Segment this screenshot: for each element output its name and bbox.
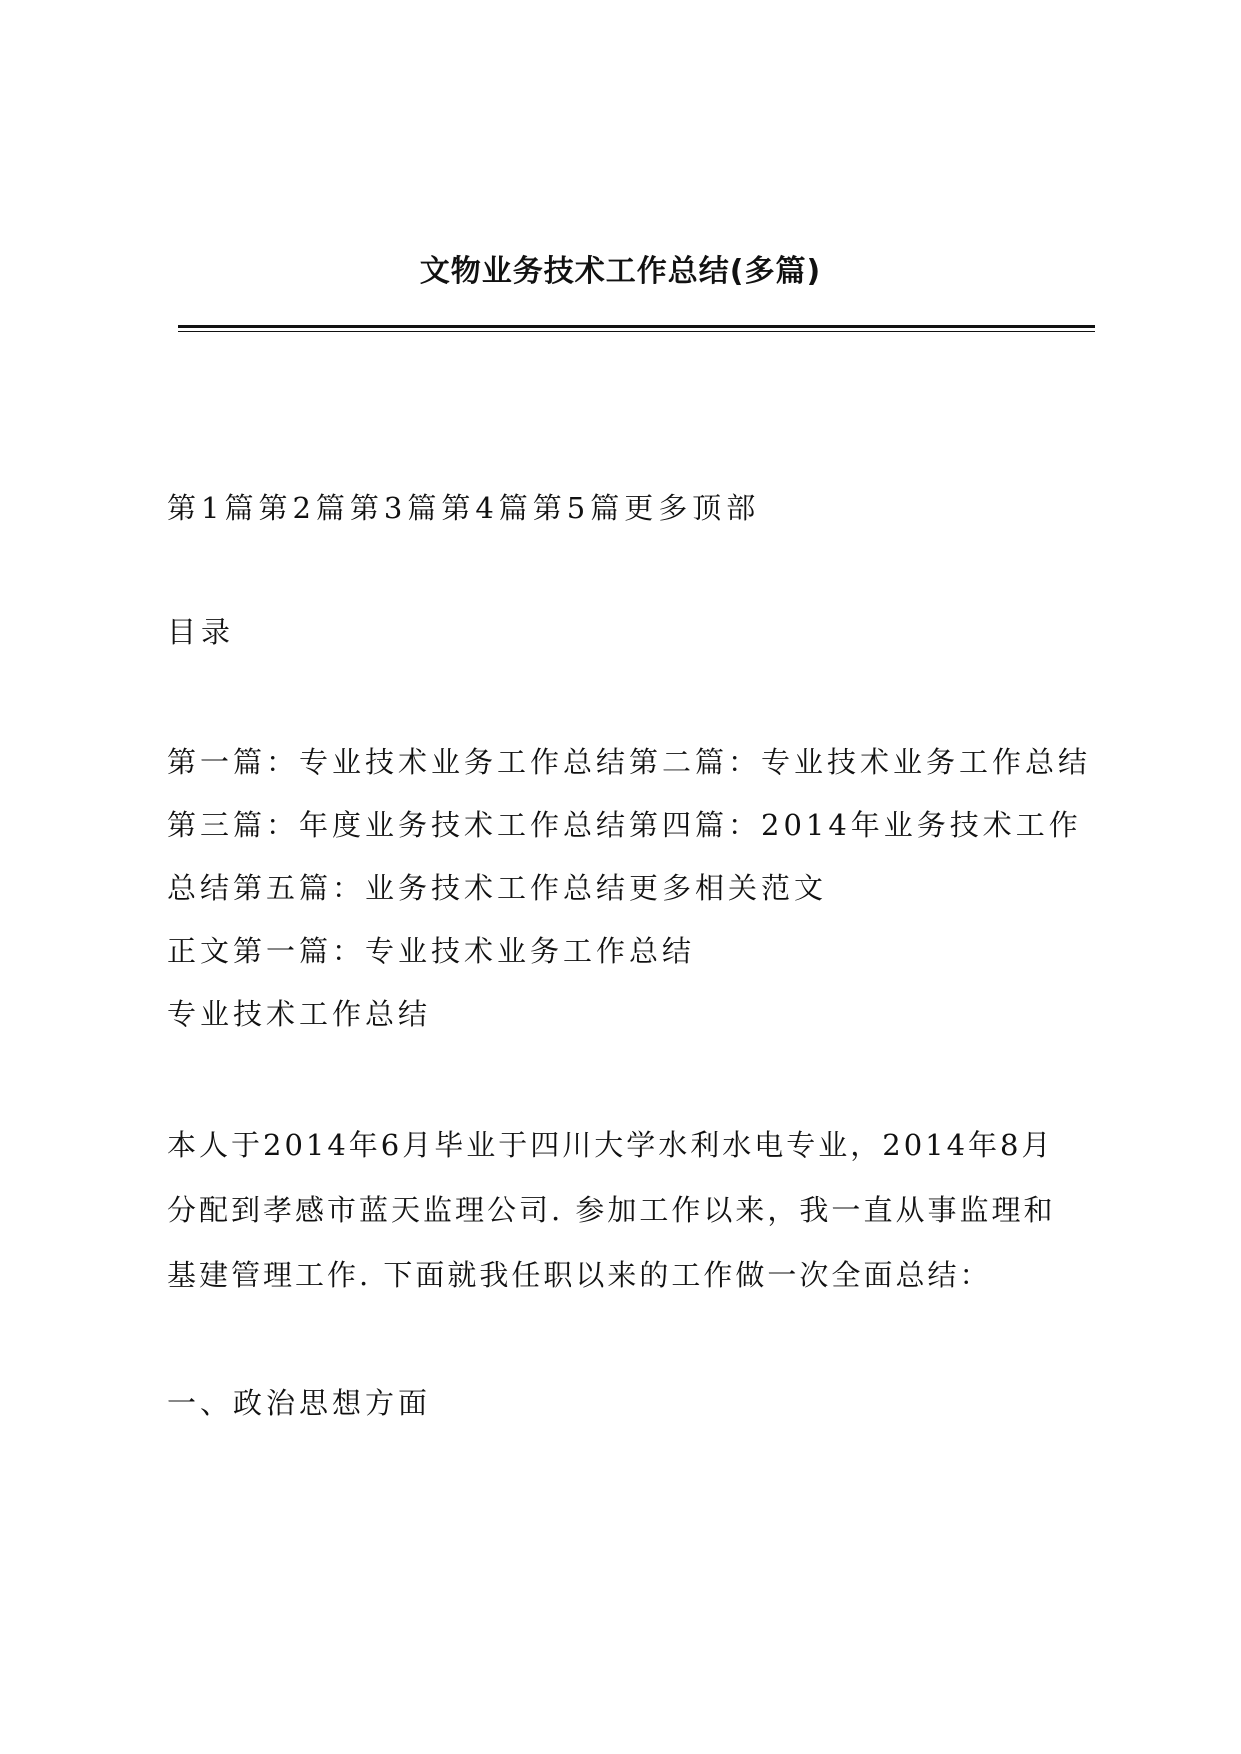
- toc-line-1: 第一篇：专业技术业务工作总结第二篇：专业技术业务工作总结: [167, 745, 1092, 779]
- body-heading-2: 专业技术工作总结: [167, 997, 432, 1031]
- title-rule-thick: [178, 325, 1095, 328]
- article-nav-links[interactable]: 第1篇第2篇第3篇第4篇第5篇更多顶部: [167, 491, 761, 525]
- title-rule-thin: [178, 331, 1095, 332]
- toc-line-3: 总结第五篇：业务技术工作总结更多相关范文: [167, 871, 828, 905]
- toc-heading: 目录: [167, 615, 236, 649]
- paragraph-line-1: 本人于2014年6月毕业于四川大学水利水电专业，2014年8月: [167, 1128, 1054, 1162]
- toc-line-2: 第三篇：年度业务技术工作总结第四篇：2014年业务技术工作: [167, 808, 1082, 842]
- paragraph-line-2: 分配到孝感市蓝天监理公司. 参加工作以来，我一直从事监理和: [167, 1193, 1056, 1227]
- body-heading-1: 正文第一篇：专业技术业务工作总结: [167, 934, 696, 968]
- paragraph-line-3: 基建管理工作. 下面就我任职以来的工作做一次全面总结：: [167, 1258, 992, 1292]
- document-title: 文物业务技术工作总结(多篇): [419, 254, 822, 289]
- section-heading: 一、政治思想方面: [167, 1386, 432, 1420]
